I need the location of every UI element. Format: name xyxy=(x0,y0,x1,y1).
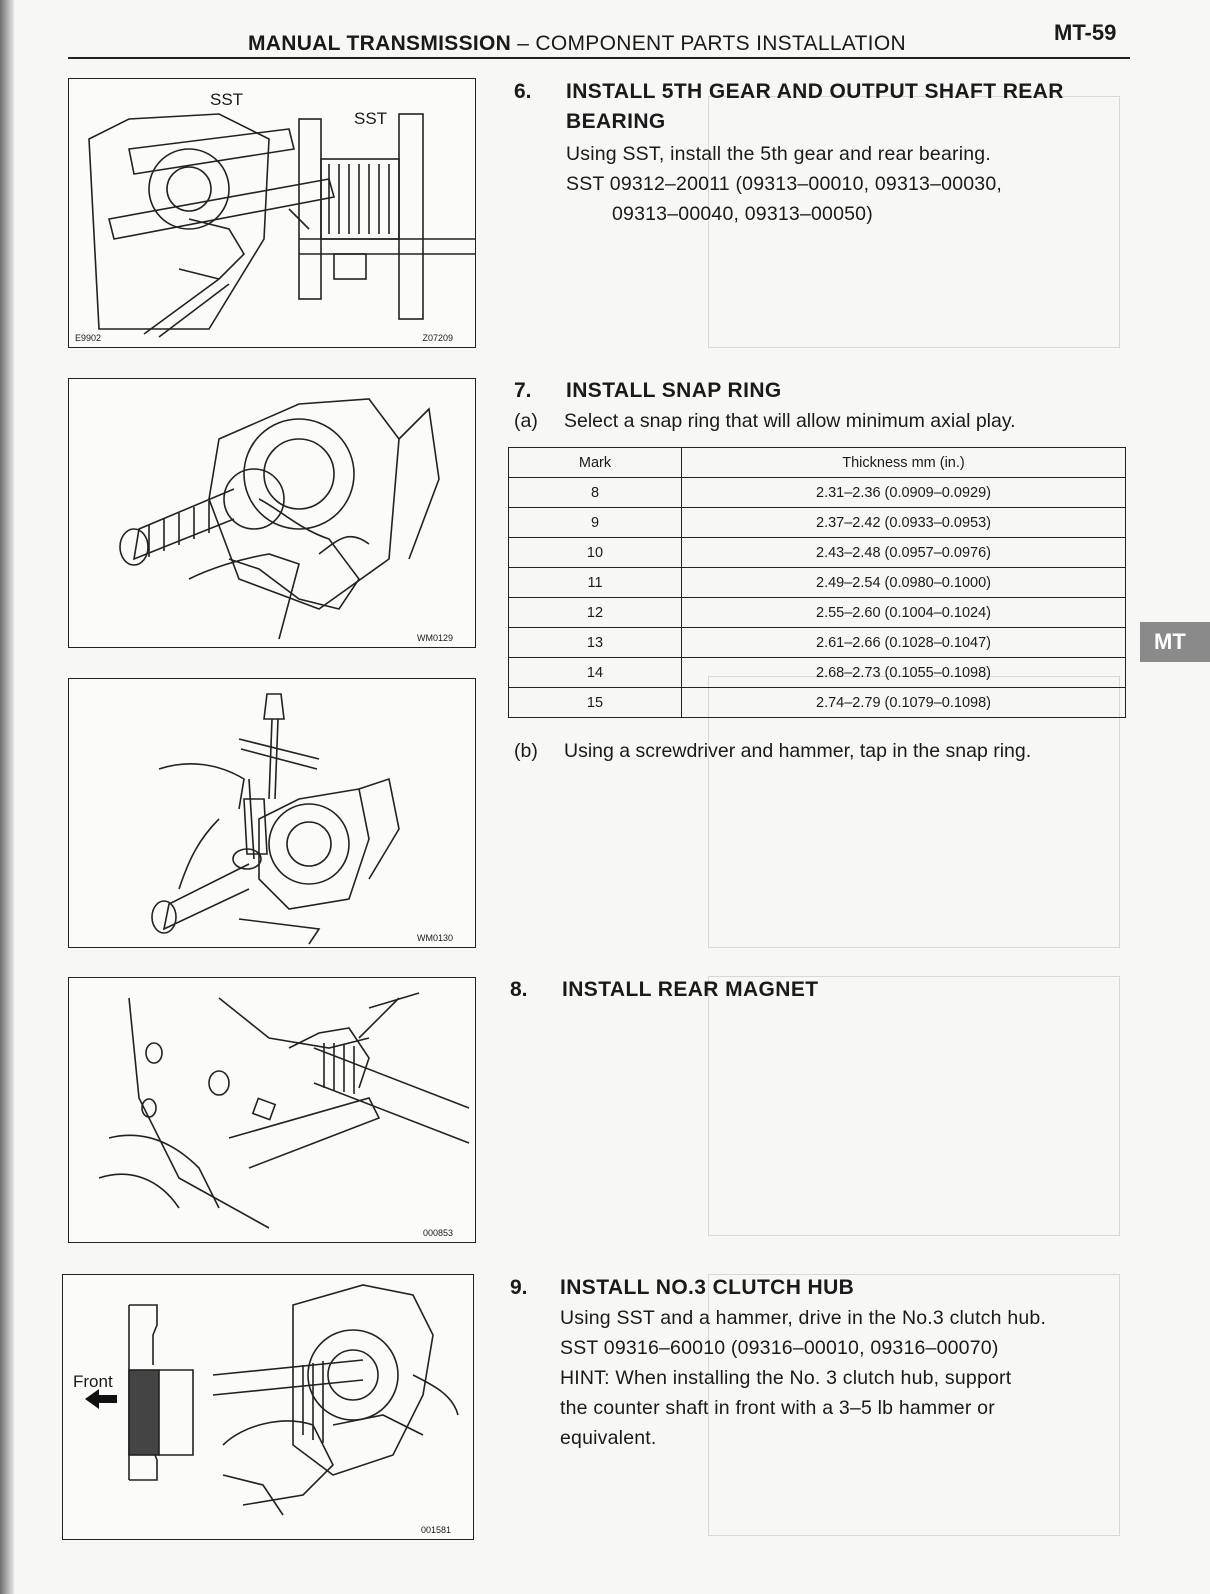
step-title xyxy=(566,77,1130,137)
sst-label: SST xyxy=(354,109,388,128)
table-row xyxy=(509,538,1126,568)
step-text-line: SST 09312–20011 (09313–00010, 09313–00030, xyxy=(566,173,1002,195)
cell-mark: 15 xyxy=(509,688,682,718)
step-text-line: 09313–00040, 09313–00050) xyxy=(612,203,873,225)
table-row xyxy=(509,478,1126,508)
page-number: MT-59 xyxy=(1054,20,1117,45)
step-title-line: INSTALL 5TH GEAR AND OUTPUT SHAFT REAR xyxy=(566,80,1064,103)
cell-mark: 14 xyxy=(509,658,682,688)
step-text-line: HINT: When installing the No. 3 clutch hub, support xyxy=(560,1367,1012,1389)
figure-snap-ring-select xyxy=(68,378,476,648)
cell-mark: 8 xyxy=(509,478,682,508)
step-number: 9. xyxy=(510,1276,528,1299)
step-text-line: Using SST and a hammer, drive in the No.3 clutch hub. xyxy=(560,1307,1047,1329)
substep-label: (a) xyxy=(514,410,538,432)
cell-thickness: 2.74–2.79 (0.1079–0.1098) xyxy=(682,688,1126,718)
step-title: INSTALL REAR MAGNET xyxy=(562,978,819,1001)
substep-text: Select a snap ring that will allow minimum axial play. xyxy=(564,410,1016,432)
front-label: Front xyxy=(73,1372,113,1391)
figure-code: WM0129 xyxy=(416,633,453,643)
step-text-line: Using SST, install the 5th gear and rear bearing. xyxy=(566,143,991,165)
illustration-rear-magnet xyxy=(69,978,475,1242)
figure-code: 001581 xyxy=(420,1525,451,1535)
sst-label: SST xyxy=(210,90,244,109)
table-row xyxy=(509,508,1126,538)
header-rule xyxy=(68,57,1130,59)
cell-mark: 10 xyxy=(509,538,682,568)
step-number: 6. xyxy=(514,80,532,103)
table-header-row xyxy=(509,448,1126,478)
step-number: 8. xyxy=(510,978,528,1001)
cell-thickness: 2.55–2.60 (0.1004–0.1024) xyxy=(682,598,1126,628)
step-text xyxy=(566,139,1126,229)
table-row xyxy=(509,568,1126,598)
figure-rear-magnet xyxy=(68,977,476,1243)
step-text xyxy=(560,1303,1130,1453)
figure-code: E9902 xyxy=(75,333,102,343)
figure-clutch-hub xyxy=(62,1274,474,1540)
illustration-snap-ring-hands xyxy=(69,379,475,647)
cell-thickness: 2.61–2.66 (0.1028–0.1047) xyxy=(682,628,1126,658)
substep-label: (b) xyxy=(514,740,538,762)
figure-code: 000853 xyxy=(422,1228,453,1238)
step-text-line: the counter shaft in front with a 3–5 lb hammer or xyxy=(560,1397,995,1419)
table-row xyxy=(509,628,1126,658)
bleed-through-frame xyxy=(708,976,1120,1236)
column-header-mark: Mark xyxy=(509,448,682,478)
header-title-rest: – COMPONENT PARTS INSTALLATION xyxy=(511,32,906,55)
column-header-thickness: Thickness mm (in.) xyxy=(682,448,1126,478)
cell-thickness: 2.49–2.54 (0.0980–0.1000) xyxy=(682,568,1126,598)
step-text-line: equivalent. xyxy=(560,1427,657,1449)
step-title: INSTALL NO.3 CLUTCH HUB xyxy=(560,1276,855,1299)
cell-thickness: 2.43–2.48 (0.0957–0.0976) xyxy=(682,538,1126,568)
illustration-sst-gear-puller xyxy=(69,79,475,347)
cell-thickness: 2.31–2.36 (0.0909–0.0929) xyxy=(682,478,1126,508)
step-text-line: SST 09316–60010 (09316–00010, 09316–00070) xyxy=(560,1337,999,1359)
cell-mark: 11 xyxy=(509,568,682,598)
figure-code: WM0130 xyxy=(416,933,453,943)
cell-thickness: 2.37–2.42 (0.0933–0.0953) xyxy=(682,508,1126,538)
table-row xyxy=(509,658,1126,688)
table-row xyxy=(509,688,1126,718)
figure-code: Z07209 xyxy=(422,333,453,343)
cell-thickness: 2.68–2.73 (0.1055–0.1098) xyxy=(682,658,1126,688)
illustration-screwdriver-hammer xyxy=(69,679,475,947)
substep-text: Using a screwdriver and hammer, tap in the snap ring. xyxy=(564,740,1032,762)
snap-ring-table xyxy=(508,447,1126,718)
page-header-title xyxy=(248,32,906,56)
step-title: INSTALL SNAP RING xyxy=(566,379,782,402)
figure-5th-gear-install xyxy=(68,78,476,348)
page-binding-edge xyxy=(0,0,14,1594)
cell-mark: 12 xyxy=(509,598,682,628)
header-title-bold: MANUAL TRANSMISSION xyxy=(248,32,512,55)
cell-mark: 13 xyxy=(509,628,682,658)
table-row xyxy=(509,598,1126,628)
cell-mark: 9 xyxy=(509,508,682,538)
section-tab: MT xyxy=(1140,622,1210,662)
illustration-clutch-hub xyxy=(63,1275,473,1539)
step-number: 7. xyxy=(514,379,532,402)
figure-snap-ring-tap xyxy=(68,678,476,948)
step-title-line: BEARING xyxy=(566,110,666,133)
